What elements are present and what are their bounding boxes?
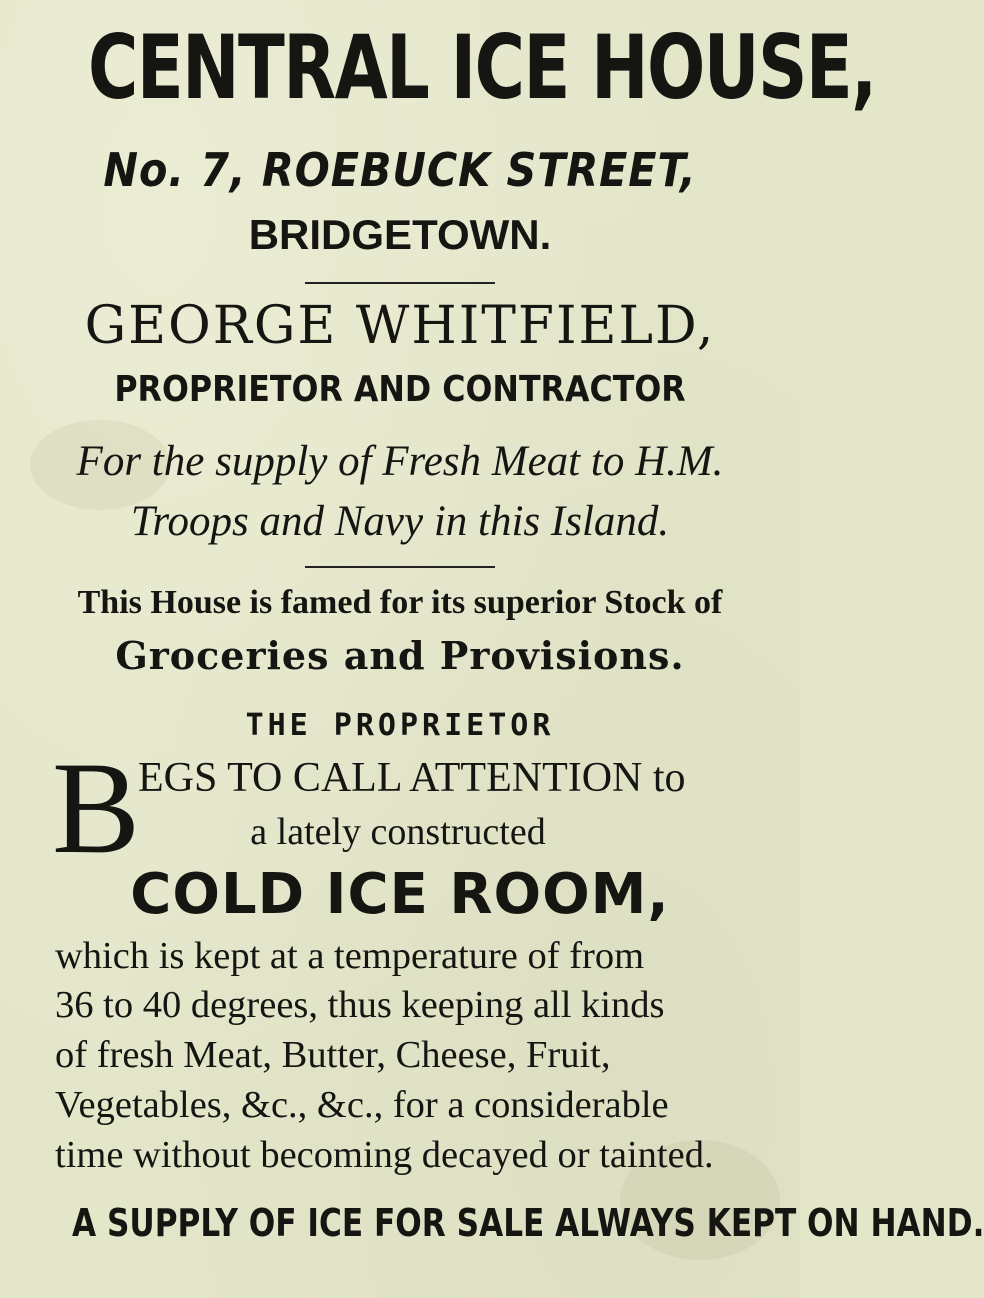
supply-statement-line-2: Troops and Navy in this Island. — [130, 498, 670, 545]
cold-room-heading: COLD ICE ROOM, — [130, 862, 670, 927]
footer-notice: A SUPPLY OF ICE FOR SALE ALWAYS KEPT ON HAND. — [72, 1201, 984, 1245]
body-line: 36 to 40 degrees, thus keeping all kinds — [55, 984, 665, 1026]
notice-second-line: a lately constructed — [250, 811, 546, 853]
street-address: No. 7, ROEBUCK STREET, — [103, 143, 697, 197]
divider-rule — [305, 566, 495, 568]
body-line: time without becoming decayed or tainted. — [55, 1134, 714, 1176]
notice-first-line: EGS TO CALL ATTENTION to — [138, 755, 686, 801]
proprietor-role: PROPRIETOR AND CONTRACTOR — [114, 369, 686, 410]
drop-cap: B — [52, 734, 141, 881]
body-line: of fresh Meat, Butter, Cheese, Fruit, — [55, 1034, 611, 1076]
page-title: CENTRAL ICE HOUSE, — [88, 16, 876, 119]
stock-statement: This House is famed for its superior Stock of — [77, 584, 723, 621]
body-line: which is kept at a temperature of from — [55, 935, 645, 977]
proprietor-name: GEORGE WHITFIELD, — [84, 296, 716, 356]
town-name: BRIDGETOWN. — [248, 211, 552, 258]
divider-rule — [305, 282, 495, 284]
supply-statement-line-1: For the supply of Fresh Meat to H.M. — [76, 438, 724, 485]
notice-heading: THE PROPRIETOR — [245, 708, 555, 743]
body-line: Vegetables, &c., &c., for a considerable — [55, 1084, 669, 1126]
goods-heading: Groceries and Provisions. — [115, 633, 685, 678]
